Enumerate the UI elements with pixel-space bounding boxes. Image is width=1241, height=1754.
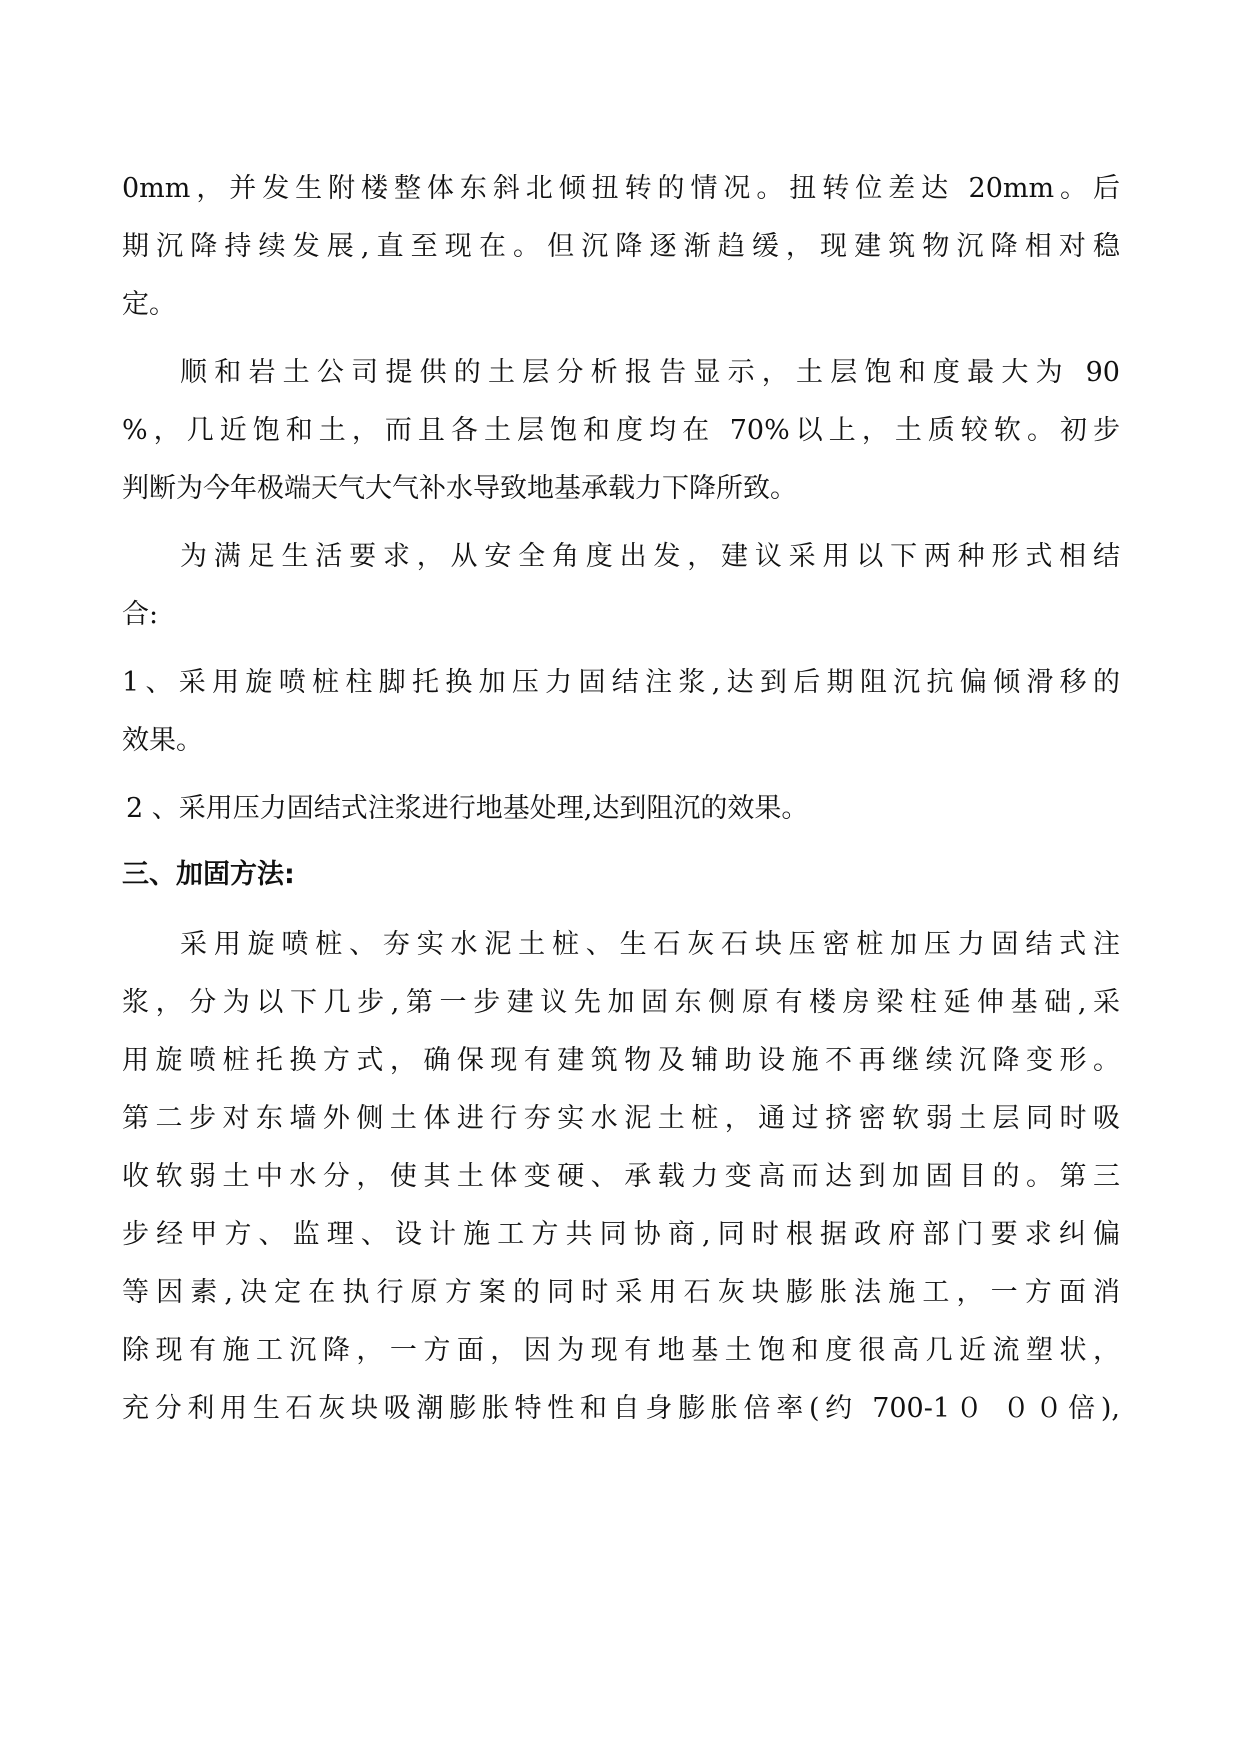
text-line: 除现有施工沉降，一方面，因为现有地基土饱和度很高几近流塑状，: [122, 1335, 1120, 1366]
text-line: 第二步对东墙外侧土体进行夯实水泥土桩，通过挤密软弱土层同时吸: [122, 1103, 1120, 1134]
text-line: 收软弱土中水分，使其土体变硬、承载力变高而达到加固目的。第三: [122, 1161, 1120, 1192]
text-line: 合:: [122, 599, 159, 630]
text-line: 效果。: [122, 725, 203, 756]
text-line: 采用旋喷桩、夯实水泥土桩、生石灰石块压密桩加压力固结式注: [180, 929, 1120, 960]
text-line: 定。: [122, 289, 176, 320]
text-line: 判断为今年极端天气大气补水导致地基承载力下降所致。: [122, 473, 797, 504]
list-item: 1、采用旋喷桩柱脚托换加压力固结注浆,达到后期阻沉抗偏倾滑移的: [122, 667, 1120, 698]
text-line: 用旋喷桩托换方式，确保现有建筑物及辅助设施不再继续沉降变形。: [122, 1045, 1120, 1076]
list-item: 2 、采用压力固结式注浆进行地基处理,达到阻沉的效果。: [126, 793, 809, 824]
text-line: 期沉降持续发展,直至现在。但沉降逐渐趋缓，现建筑物沉降相对稳: [122, 231, 1120, 262]
section-heading: 三、加固方法:: [122, 859, 295, 890]
text-line: 顺和岩土公司提供的土层分析报告显示，土层饱和度最大为 90: [180, 357, 1120, 388]
text-line: %，几近饱和土，而且各土层饱和度均在 70%以上，土质较软。初步: [122, 415, 1120, 446]
text-line: 步经甲方、监理、设计施工方共同协商,同时根据政府部门要求纠偏: [122, 1219, 1120, 1250]
text-line: 等因素,决定在执行原方案的同时采用石灰块膨胀法施工，一方面消: [122, 1277, 1120, 1308]
text-line: 为满足生活要求，从安全角度出发，建议采用以下两种形式相结: [180, 541, 1120, 572]
text-line: 0mm，并发生附楼整体东斜北倾扭转的情况。扭转位差达 20mm。后: [122, 173, 1120, 204]
text-line: 浆，分为以下几步,第一步建议先加固东侧原有楼房梁柱延伸基础,采: [122, 987, 1120, 1018]
text-line: 充分利用生石灰块吸潮膨胀特性和自身膨胀倍率(约 700-1０ ００倍),: [122, 1393, 1120, 1424]
